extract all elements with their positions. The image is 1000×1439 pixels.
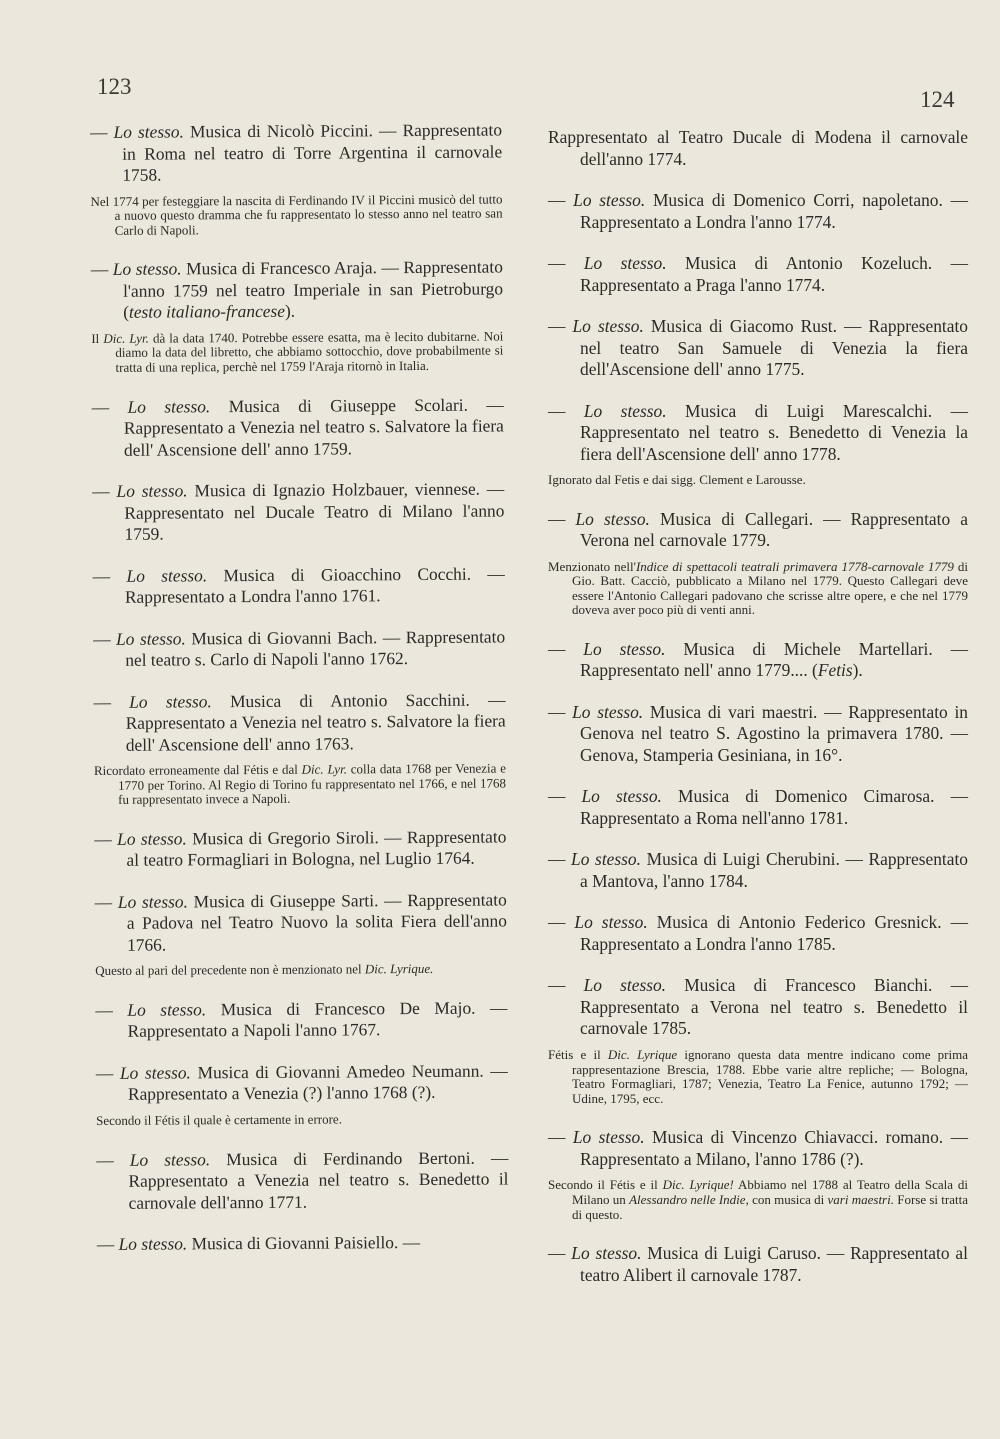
- entry-text: Forse si tratta di questo.: [572, 1191, 968, 1222]
- catalog-entry: — Lo stesso. Musica di Giovanni Paisiello. —: [96, 1232, 421, 1255]
- entry-text: dà la data 1740. Potrebbe essere esatta, ma è lecito dubitarne. Noi diamo la data del libretto, che abbiamo sottocchio, dove probabilmente si tratta di una replica, perchè nel 1759 l'Araja ritornò in Italia.: [115, 328, 504, 375]
- catalog-entry: — Lo stesso. Musica di Domenico Cimarosa. — Rappresentato a Roma nell'anno 1781.: [548, 786, 968, 828]
- note-title: Indice di spettacoli teatrali primavera 1778-carnovale 1779: [635, 558, 954, 574]
- entry-text: Musica di Luigi Caruso. — Rappresentato al teatro Alibert il carnovale 1787.: [580, 1243, 968, 1285]
- catalog-entry: — Lo stesso. Musica di Luigi Cherubini. — Rappresentato a Mantova, l'anno 1784.: [548, 849, 968, 891]
- note-text: , con musica di: [745, 1191, 828, 1207]
- note-title: Dic. Lyr.: [301, 761, 347, 777]
- entry-ref: Lo stesso.: [115, 627, 186, 649]
- footnote: [548, 560, 968, 618]
- entry-ref: Lo stesso.: [583, 975, 667, 996]
- entry-ref: Lo stesso.: [129, 690, 212, 712]
- entry-text: Nel 1774 per festeggiare la nascita di Ferdinando IV il Piccini musicò del tutto a nuovo questo dramma che fu rappresentato lo stesso anno nel teatro san Carlo di Napoli.: [90, 190, 503, 238]
- note-text: Ricordato erroneamente dal Fétis e dal: [93, 761, 302, 779]
- entry-ref: Lo stesso.: [571, 849, 641, 870]
- footnote: [95, 962, 507, 979]
- italic-text: testo italiano-francese: [128, 301, 286, 323]
- entry-text: Musica di Antonio Federico Gresnick. — Rappresentato a Londra l'anno 1785.: [580, 912, 968, 954]
- entry-ref: Lo stesso.: [571, 1243, 642, 1264]
- italic-text: Alessandro nelle Indie: [629, 1191, 746, 1207]
- italic-text: Fetis: [817, 660, 853, 681]
- footnote: [548, 473, 968, 488]
- entry-text: Musica di Michele Martellari. — Rappresentato nell' anno 1779.... (: [580, 638, 968, 681]
- entry-text: Musica di Ignazio Holzbauer, viennese. — Rappresentato nel Ducale Teatro di Milano l'anno 1759.: [124, 478, 505, 544]
- catalog-entry: — Lo stesso. Musica di Ignazio Holzbauer, viennese. — Rappresentato nel Ducale Teatro di Milano l'anno 1759.: [92, 478, 505, 544]
- entry-ref: Lo stesso.: [127, 395, 211, 417]
- footnote: [548, 1048, 968, 1106]
- entry-text: ).: [852, 660, 863, 681]
- note-title: Dic. Lyrique: [607, 1046, 678, 1062]
- entry-text: Musica di Francesco Araja. — Rappresentato l'anno 1759 nel teatro Imperiale in san Pietroburgo (: [122, 256, 504, 323]
- catalog-entry: — Lo stesso. Musica di Michele Martellari. — Rappresentato nell' anno 1779.... (Fetis).: [548, 638, 968, 681]
- entry-text: di Gio. Batt. Cacciò, pubblicato a Milano nel 1779. Questo Callegari deve essere l'Antonio Callegari padovano che scrisse altre opere, e che nel 1779 doveva aver poco più di venti anni.: [572, 558, 968, 618]
- entry-ref: Lo stesso.: [126, 564, 208, 586]
- entry-text: Musica di Luigi Marescalchi. — Rappresentato nel teatro s. Benedetto di Venezia la fiera dell'Ascensione dell' anno 1778.: [580, 400, 968, 464]
- entry-text: Musica di Luigi Cherubini. — Rappresentato a Mantova, l'anno 1784.: [580, 849, 968, 891]
- entry-ref: Lo stesso.: [117, 828, 187, 849]
- entry-ref: Lo stesso.: [116, 480, 188, 501]
- entry-text: Musica di Giovanni Paisiello. —: [187, 1232, 421, 1254]
- catalog-entry: — Lo stesso. Musica di Nicolò Piccini. — Rappresentato in Roma nel teatro di Torre Argentina il carnovale 1758.: [90, 119, 503, 185]
- entry-ref: Lo stesso.: [129, 1148, 211, 1170]
- entry-text: ignorano questa data mentre indicano come prima rappresentazione Brescia, 1788. Ebbe varie altre repliche; — Bologna, Teatro Formagliari, 1787; Venezia, Teatro La Fenice, autunno 1792; — Udine, 1795, ecc.: [572, 1046, 968, 1106]
- note-title: Dic. Lyr.: [103, 330, 149, 346]
- note-title: Dic. Lyrique!: [662, 1177, 734, 1193]
- entry-text: Abbiamo nel 1788 al Teatro della Scala di Milano un: [572, 1177, 968, 1207]
- entry-ref: Lo stesso.: [112, 258, 182, 280]
- catalog-entry: — Lo stesso. Musica di vari maestri. — Rappresentato in Genova nel teatro S. Agostino la primavera 1780. — Genova, Stamperia Gesiniana, in 16°.: [548, 701, 969, 765]
- page-number-left: 123: [97, 74, 132, 99]
- entry-text: Musica di Giuseppe Scolari. — Rappresentato a Venezia nel teatro s. Salvatore la fiera dell' Ascensione dell' anno 1759.: [123, 394, 504, 460]
- right-column: [548, 127, 968, 1306]
- entry-text: colla data 1768 per Venezia e 1770 per Torino. Al Regio di Torino fu rappresentato nel 1766, e nel 1768 fu rappresentato invece a Napoli.: [118, 760, 507, 808]
- catalog-entry: — Lo stesso. Musica di Francesco Araja. — Rappresentato l'anno 1759 nel teatro Imperiale in san Pietroburgo (testo italiano-francese).: [90, 256, 504, 323]
- italic-text: vari maestri.: [827, 1191, 894, 1207]
- note-text: Questo al pari del precedente non è menzionato nel: [95, 961, 365, 979]
- catalog-entry: — Lo stesso. Musica di Luigi Caruso. — Rappresentato al teatro Alibert il carnovale 1787.: [548, 1243, 968, 1285]
- entry-text: Musica di Giuseppe Sarti. — Rappresentato a Padova nel Teatro Nuovo la solita Fiera dell'anno 1766.: [126, 889, 507, 955]
- catalog-entry: — Lo stesso. Musica di Ferdinando Bertoni. — Rappresentato a Venezia nel teatro s. Benedetto il carnovale dell'anno 1771.: [96, 1146, 509, 1213]
- entry-text: Musica di Vincenzo Chiavacci. romano. — Rappresentato a Milano, l'anno 1786 (?).: [580, 1127, 968, 1169]
- catalog-entry: — Lo stesso. Musica di Giacomo Rust. — Rappresentato nel teatro San Samuele di Venezia la fiera dell'Ascensione dell' anno 1775.: [548, 316, 968, 379]
- entry-text: Musica di Nicolò Piccini. — Rappresentato in Roma nel teatro di Torre Argentina il carnovale 1758.: [122, 119, 503, 185]
- catalog-entry: — Lo stesso. Musica di Luigi Marescalchi. — Rappresentato nel teatro s. Benedetto di Venezia la fiera dell'Ascensione dell' anno 1778.: [548, 400, 968, 464]
- entry-text: Musica di Giovanni Amedeo Neumann. — Rappresentato a Venezia (?) l'anno 1768 (?).: [127, 1060, 508, 1105]
- note-text: Menzionato nell': [548, 558, 636, 574]
- entry-text: Musica di vari maestri. — Rappresentato in Genova nel teatro S. Agostino la primavera 1780. — Genova, Stamperia Gesiniana, in 16°.: [580, 701, 969, 765]
- entry-text: Secondo il Fétis il quale è certamente in errore.: [96, 1111, 342, 1128]
- note-text: Fétis e il: [548, 1046, 608, 1062]
- entry-ref: Lo stesso.: [583, 253, 667, 273]
- entry-text: ).: [284, 301, 296, 322]
- entry-ref: Lo stesso.: [119, 1062, 191, 1083]
- catalog-entry: — Lo stesso. Musica di Domenico Corri, napoletano. — Rappresentato a Londra l'anno 1774.: [548, 190, 968, 232]
- entry-ref: Lo stesso.: [572, 701, 644, 722]
- entry-ref: Lo stesso.: [113, 121, 184, 142]
- entry-text: Musica di Gioacchino Cocchi. — Rappresentato a Londra l'anno 1761.: [124, 563, 505, 607]
- footnote: [90, 192, 502, 238]
- catalog-entry: — Lo stesso. Musica di Antonio Sacchini. — Rappresentato a Venezia nel teatro s. Salvatore la fiera dell' Ascensione dell' anno 1763.: [93, 689, 506, 755]
- entry-ref: Lo stesso.: [118, 1233, 188, 1254]
- catalog-entry: — Lo stesso. Musica di Antonio Kozeluch. — Rappresentato a Praga l'anno 1774.: [548, 253, 968, 295]
- catalog-entry: — Lo stesso. Musica di Giovanni Amedeo Neumann. — Rappresentato a Venezia (?) l'anno 1768 (?).: [95, 1060, 508, 1105]
- catalog-entry: [548, 127, 968, 170]
- entry-text: Musica di Gregorio Siroli. — Rappresentato al teatro Formagliari in Bologna, nel Luglio 1764.: [126, 826, 507, 871]
- entry-ref: Lo stesso.: [583, 638, 666, 659]
- catalog-entry: — Lo stesso. Musica di Callegari. — Rappresentato a Verona nel carnovale 1779.: [548, 508, 968, 551]
- entry-ref: Lo stesso.: [572, 1127, 645, 1148]
- catalog-entry: — Lo stesso. Musica di Giuseppe Sarti. — Rappresentato a Padova nel Teatro Nuovo la solita Fiera dell'anno 1766.: [94, 889, 507, 955]
- entry-ref: Lo stesso.: [574, 912, 648, 933]
- catalog-entry: — Lo stesso. Musica di Francesco De Majo. — Rappresentato a Napoli l'anno 1767.: [95, 997, 508, 1042]
- entry-ref: Lo stesso.: [117, 891, 188, 912]
- entry-text: Musica di Domenico Cimarosa. — Rappresentato a Roma nell'anno 1781.: [580, 786, 968, 828]
- footnote: [96, 1111, 508, 1128]
- catalog-entry: — Lo stesso. Musica di Gioacchino Cocchi. — Rappresentato a Londra l'anno 1761.: [92, 563, 505, 607]
- entry-text: Musica di Callegari. — Rappresentato a Verona nel carnovale 1779.: [580, 508, 968, 551]
- catalog-entry: — Lo stesso. Musica di Gregorio Siroli. — Rappresentato al teatro Formagliari in Bologna, nel Luglio 1764.: [94, 826, 507, 871]
- note-text: Il: [91, 330, 104, 346]
- entry-text: Musica di Domenico Corri, napoletano. — Rappresentato a Londra l'anno 1774.: [580, 190, 968, 232]
- entry-ref: Lo stesso.: [575, 508, 650, 529]
- entry-ref: Lo stesso.: [127, 999, 207, 1020]
- catalog-entry: — Lo stesso. Musica di Giuseppe Scolari. — Rappresentato a Venezia nel teatro s. Salvatore la fiera dell' Ascensione dell' anno 1759.: [91, 394, 504, 460]
- entry-ref: Lo stesso.: [581, 786, 662, 807]
- page-number-right: 124: [920, 87, 955, 112]
- footnote: [91, 329, 503, 375]
- catalog-entry: — Lo stesso. Musica di Antonio Federico Gresnick. — Rappresentato a Londra l'anno 1785.: [548, 912, 968, 954]
- entry-text: Musica di Giovanni Bach. — Rappresentato nel teatro s. Carlo di Napoli l'anno 1762.: [125, 626, 506, 670]
- catalog-entry: — Lo stesso. Musica di Francesco Bianchi. — Rappresentato a Verona nel teatro s. Benedetto il carnovale 1785.: [548, 975, 968, 1039]
- footnote: [548, 1178, 968, 1222]
- entry-text: Ignorato dal Fetis e dai sigg. Clement e Larousse.: [548, 472, 806, 487]
- note-title: Dic. Lyrique.: [364, 961, 434, 977]
- entry-text: Musica di Antonio Sacchini. — Rappresentato a Venezia nel teatro s. Salvatore la fiera dell' Ascensione dell' anno 1763.: [125, 689, 506, 755]
- note-text: Secondo il Fétis e il: [548, 1177, 663, 1193]
- footnote: [94, 762, 506, 808]
- entry-text: Musica di Francesco Bianchi. — Rappresentato a Verona nel teatro s. Benedetto il carnovale 1785.: [580, 975, 968, 1039]
- catalog-entry: — Lo stesso. Musica di Giovanni Bach. — Rappresentato nel teatro s. Carlo di Napoli l'anno 1762.: [93, 626, 506, 670]
- entry-text: Musica di Ferdinando Bertoni. — Rappresentato a Venezia nel teatro s. Benedetto il carnovale dell'anno 1771.: [128, 1146, 509, 1213]
- entry-ref: Lo stesso.: [573, 190, 646, 210]
- entry-ref: Lo stesso.: [583, 400, 667, 421]
- entry-text: Musica di Giacomo Rust. — Rappresentato nel teatro San Samuele di Venezia la fiera dell'Ascensione dell' anno 1775.: [580, 316, 968, 379]
- entry-text: Rappresentato al Teatro Ducale di Modena il carnovale dell'anno 1774.: [548, 127, 968, 169]
- entry-text: Musica di Francesco De Majo. — Rappresentato a Napoli l'anno 1767.: [127, 997, 508, 1042]
- entry-text: Musica di Antonio Kozeluch. — Rappresentato a Praga l'anno 1774.: [580, 253, 968, 295]
- entry-ref: Lo stesso.: [572, 316, 644, 336]
- catalog-entry: — Lo stesso. Musica di Vincenzo Chiavacci. romano. — Rappresentato a Milano, l'anno 1786 (?).: [548, 1127, 968, 1169]
- left-column: [90, 119, 509, 1275]
